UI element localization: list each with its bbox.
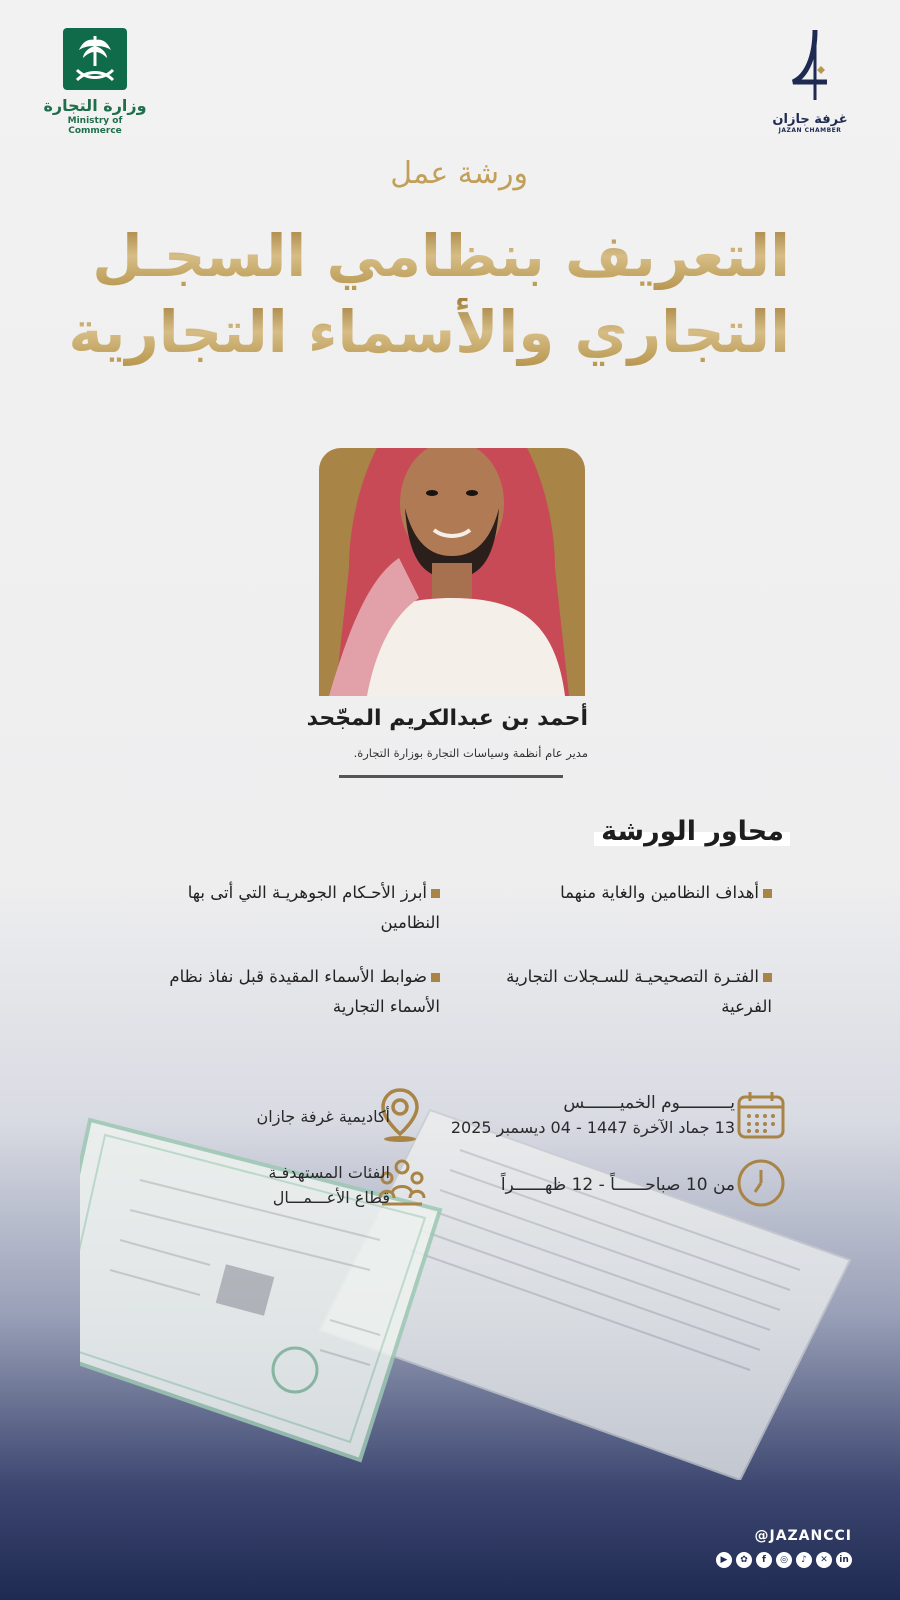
title-line-2: التجاري والأسماء التجارية bbox=[68, 298, 790, 366]
event-venue: أكاديمية غرفة جازان bbox=[256, 1107, 390, 1126]
tiktok-icon[interactable]: ♪ bbox=[796, 1552, 812, 1568]
topic-item: أبرز الأحـكام الجوهريـة التي أتى بها النظامين bbox=[187, 883, 440, 932]
event-date: 13 جماد الآخرة 1447 - 04 ديسمبر 2025 bbox=[450, 1118, 735, 1137]
topic-item: ضوابط الأسماء المقيدة قبل نفاذ نظام الأسماء التجارية bbox=[169, 967, 440, 1016]
jazan-chamber-emblem-icon bbox=[785, 26, 835, 106]
topics-heading bbox=[601, 816, 790, 847]
youtube-icon[interactable]: ▶ bbox=[716, 1552, 732, 1568]
ministry-name-ar: وزارة التجارة bbox=[43, 96, 147, 115]
ministry-of-commerce-logo bbox=[40, 28, 150, 136]
speaker-role: مدير عام أنظمة وسياسات التجارة بوزارة التجارة. bbox=[353, 746, 588, 760]
bullet-square-icon bbox=[763, 889, 772, 898]
bullet-square-icon bbox=[431, 889, 440, 898]
x-icon[interactable]: ✕ bbox=[816, 1552, 832, 1568]
social-handle: @JAZANCCI bbox=[754, 1528, 852, 1544]
ministry-name-en: Ministry of Commerce bbox=[67, 116, 123, 136]
event-day: يــــــــــوم الخميـــــــس bbox=[563, 1093, 735, 1113]
social-icons bbox=[716, 1552, 852, 1568]
topic-item: أهداف النظامين والغاية منهما bbox=[497, 878, 772, 908]
event-label: ورشة عمل bbox=[390, 156, 528, 191]
facebook-icon[interactable]: f bbox=[756, 1552, 772, 1568]
clock-icon bbox=[736, 1158, 786, 1208]
jazan-chamber-logo bbox=[760, 26, 860, 134]
commercial-certificates-image bbox=[80, 1090, 880, 1480]
chamber-name-en: JAZAN CHAMBER bbox=[778, 127, 842, 134]
speaker-photo bbox=[319, 448, 585, 696]
calendar-icon bbox=[736, 1090, 786, 1140]
bullet-square-icon bbox=[763, 973, 772, 982]
event-time: من 10 صباحــــــاً - 12 ظهــــــراً bbox=[500, 1175, 735, 1195]
chamber-name-ar: غرفة جازان bbox=[772, 112, 848, 127]
title-line-1: التعريف بنظامي السجـل bbox=[92, 222, 790, 290]
audience-label: الفئات المستهدفـة bbox=[268, 1163, 390, 1182]
snapchat-icon[interactable]: ✿ bbox=[736, 1552, 752, 1568]
bullet-square-icon bbox=[431, 973, 440, 982]
topic-item: الفتـرة التصحيحيـة للسـجلات التجارية الفرعية bbox=[506, 967, 772, 1016]
speaker-name: أحمد بن عبدالكريم المجّحد bbox=[306, 706, 588, 731]
linkedin-icon[interactable]: in bbox=[836, 1552, 852, 1568]
saudi-emblem-icon bbox=[63, 28, 127, 90]
topics-heading-text: محاور الورشة bbox=[601, 816, 784, 847]
audience-value: قطاع الأعـــمـــال bbox=[272, 1188, 390, 1207]
instagram-icon[interactable]: ◎ bbox=[776, 1552, 792, 1568]
speaker-divider bbox=[339, 775, 563, 778]
